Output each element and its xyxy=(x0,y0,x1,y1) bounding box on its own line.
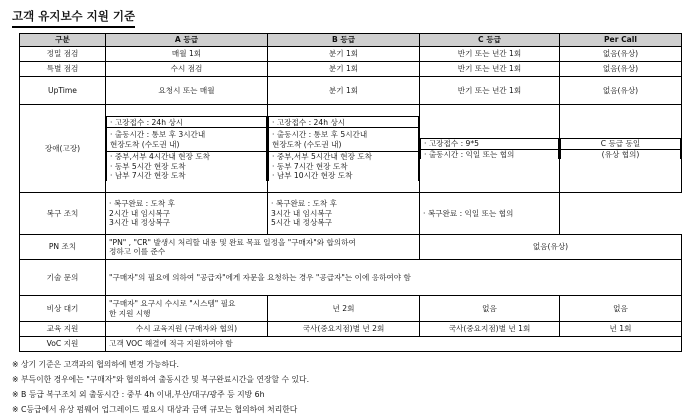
table-row-pn xyxy=(20,235,682,260)
cell-per-call: 없음(유상) xyxy=(560,77,682,105)
cell-grade-c: 반기 또는 년간 1회 xyxy=(420,77,560,105)
col-header-grade-a: A 등급 xyxy=(106,34,268,47)
footnote: ※ 부득이한 경우에는 "구매자"와 협의하여 출동시간 및 복구완료시간을 연장할 수 있다. xyxy=(12,375,310,384)
cell-pn-per-call: 없음(유상) xyxy=(420,235,682,260)
row-label: 복구 조치 xyxy=(20,193,106,235)
failure-dispatch-b: · 출동시간 : 통보 후 5시간내 현장도착 (수도권 내) xyxy=(269,128,419,152)
cell-grade-c: 없음 xyxy=(420,296,560,322)
failure-receipt-b: · 고장접수 : 24h 상시 xyxy=(269,117,419,128)
cell-grade-b: 년 2회 xyxy=(268,296,420,322)
cell-grade-a xyxy=(106,105,268,193)
table-row xyxy=(20,77,682,105)
cell-grade-a: · 복구완료 : 도착 후 2시간 내 임시복구 3시간 내 정상복구 xyxy=(106,193,268,235)
cell-grade-b: 국사(중요지점)별 년 2회 xyxy=(268,322,420,337)
table-row-standby xyxy=(20,296,682,322)
table-row-recovery xyxy=(20,193,682,235)
cell-grade-c: 반기 또는 년간 1회 xyxy=(420,47,560,62)
table-row xyxy=(20,62,682,77)
failure-dispatch-c: · 출동시간 : 익일 또는 협의 xyxy=(421,149,559,159)
failure-regional-a: · 중부,서부 4시간내 현장 도착 · 동부 5시간 현장 도착 · 남부 7시간 현장 도착 xyxy=(107,152,267,181)
support-criteria-table xyxy=(19,33,682,352)
cell-grade-a: 매월 1회 xyxy=(106,47,268,62)
row-label: 특별 점검 xyxy=(20,62,106,77)
row-label: 비상 대기 xyxy=(20,296,106,322)
failure-per-call-same: C 등급 동일 xyxy=(561,138,681,149)
col-header-grade-c: C 등급 xyxy=(420,34,560,47)
footnote: ※ 상기 기준은 고객과의 협의하에 변경 가능하다. xyxy=(12,360,179,369)
cell-grade-b: · 복구완료 : 도착 후 3시간 내 임시복구 5시간 내 정상복구 xyxy=(268,193,420,235)
cell-per-call xyxy=(560,105,682,193)
page-title: 고객 유지보수 지원 기준 xyxy=(12,8,135,28)
cell-pn-content: "PN" , "CR" 발생시 처리할 내용 및 완료 목표 일정을 "구매자"와 합의하여 정하고 이를 준수 xyxy=(106,235,420,260)
footnotes xyxy=(12,357,309,417)
row-label: PN 조치 xyxy=(20,235,106,260)
footnote: ※ C등급에서 유상 펌웨어 업그레이드 필요시 대상과 금액 규모는 협의하여 처리한다 xyxy=(12,405,298,414)
row-label: 교육 지원 xyxy=(20,322,106,337)
footnote: ※ B 등급 복구조치 외 출동시간 : 중부 4h 이내,부산/대구/광주 등 지방 6h xyxy=(12,390,265,399)
cell-grade-b: 분기 1회 xyxy=(268,77,420,105)
cell-grade-c: · 복구완료 : 익일 또는 협의 xyxy=(420,193,560,235)
failure-per-call-paid: (유상 협의) xyxy=(561,149,681,159)
cell-per-call: 없음(유상) xyxy=(560,62,682,77)
row-label: 기술 문의 xyxy=(20,260,106,296)
cell-grade-a: 수시 교육지원 (구매자와 협의) xyxy=(106,322,268,337)
table-row-education xyxy=(20,322,682,337)
table-row-failure xyxy=(20,105,682,193)
cell-per-call: 없음(유상) xyxy=(560,47,682,62)
cell-grade-b: 분기 1회 xyxy=(268,62,420,77)
cell-grade-c: 국사(중요지점)별 년 1회 xyxy=(420,322,560,337)
cell-grade-c xyxy=(420,105,560,193)
table-row-tech xyxy=(20,260,682,296)
cell-grade-c: 반기 또는 년간 1회 xyxy=(420,62,560,77)
col-header-per-call: Per Call xyxy=(560,34,682,47)
header-row xyxy=(20,34,682,47)
row-label: UpTime xyxy=(20,77,106,105)
failure-dispatch-a: · 출동시간 : 통보 후 3시간내 현장도착 (수도권 내) xyxy=(107,128,267,152)
failure-receipt-c: · 고장접수 : 9*5 xyxy=(421,138,559,149)
failure-regional-b: · 중부,서부 5시간내 현장 도착 · 동부 7시간 현장 도착 · 남부 10시간 현장 도착 xyxy=(269,152,419,181)
cell-grade-b: 분기 1회 xyxy=(268,47,420,62)
row-label: 장애(고장) xyxy=(20,105,106,193)
cell-grade-a: 요청시 또는 매월 xyxy=(106,77,268,105)
cell-tech-content: "구매자"의 필요에 의하여 "공급자"에게 자문을 요청하는 경우 "공급자"는 이에 응하여야 함 xyxy=(106,260,682,296)
table-row-voc xyxy=(20,337,682,352)
col-header-category: 구분 xyxy=(20,34,106,47)
cell-grade-a: "구매자" 요구시 수시로 "시스템" 필요 한 지원 시행 xyxy=(106,296,268,322)
row-label: VoC 지원 xyxy=(20,337,106,352)
failure-receipt-a: · 고장접수 : 24h 상시 xyxy=(107,117,267,128)
cell-grade-a: 수시 점검 xyxy=(106,62,268,77)
cell-voc-content: 고객 VOC 해결에 적극 지원하여야 함 xyxy=(106,337,682,352)
cell-per-call: 년 1회 xyxy=(560,322,682,337)
cell-per-call: 없음 xyxy=(560,296,682,322)
row-label: 정밀 점검 xyxy=(20,47,106,62)
table-row xyxy=(20,47,682,62)
cell-grade-b xyxy=(268,105,420,193)
col-header-grade-b: B 등급 xyxy=(268,34,420,47)
